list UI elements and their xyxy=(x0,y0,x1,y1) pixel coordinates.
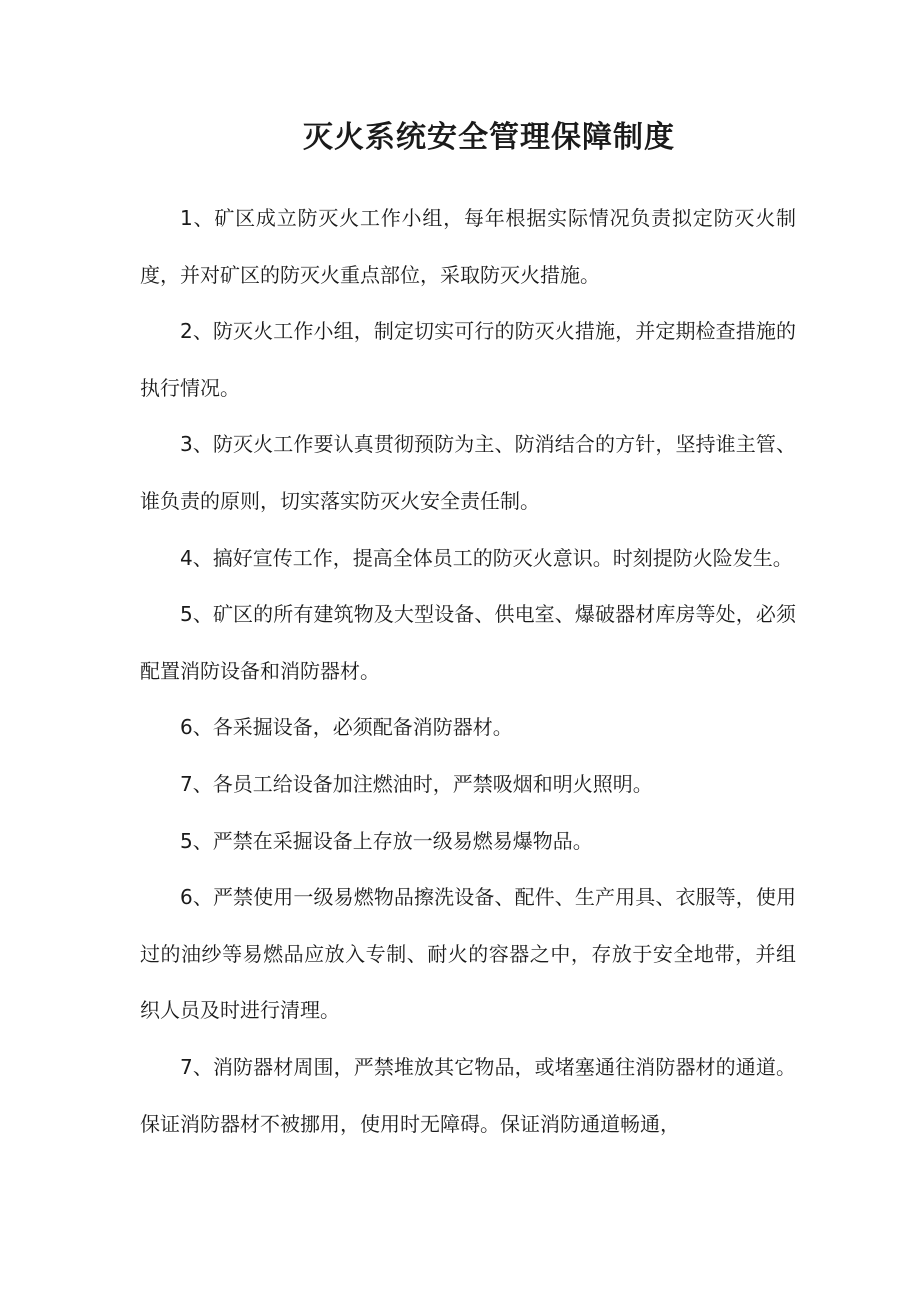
document-body xyxy=(140,190,796,1152)
paragraph-1: 1、矿区成立防灭火工作小组，每年根据实际情况负责拟定防灭火制度，并对矿区的防灭火重点部位，采取防灭火措施。 xyxy=(140,206,796,287)
paragraph-4: 4、搞好宣传工作，提高全体员工的防灭火意识。时刻提防火险发生。 xyxy=(180,545,793,570)
paragraph-8: 5、严禁在采掘设备上存放一级易燃易爆物品。 xyxy=(180,828,593,853)
paragraph-9: 6、严禁使用一级易燃物品擦洗设备、配件、生产用具、衣服等，使用过的油纱等易燃品应放入专制、耐火的容器之中，存放于安全地带，并组织人员及时进行清理。 xyxy=(140,885,796,1023)
paragraph-3: 3、防灭火工作要认真贯彻预防为主、防消结合的方针，坚持谁主管、谁负责的原则，切实落实防灭火安全责任制。 xyxy=(140,432,796,513)
paragraph-2: 2、防灭火工作小组，制定切实可行的防灭火措施，并定期检查措施的执行情况。 xyxy=(140,319,796,400)
paragraph-5: 5、矿区的所有建筑物及大型设备、供电室、爆破器材库房等处，必须配置消防设备和消防器材。 xyxy=(140,602,796,683)
paragraph-10: 7、消防器材周围，严禁堆放其它物品，或堵塞通往消防器材的通道。保证消防器材不被挪用，使用时无障碍。保证消防通道畅通， xyxy=(140,1054,796,1136)
document-title: 灭火系统安全管理保障制度 xyxy=(303,120,675,155)
paragraph-7: 7、各员工给设备加注燃油时，严禁吸烟和明火照明。 xyxy=(180,771,653,796)
paragraph-6: 6、各采掘设备，必须配备消防器材。 xyxy=(180,715,513,740)
